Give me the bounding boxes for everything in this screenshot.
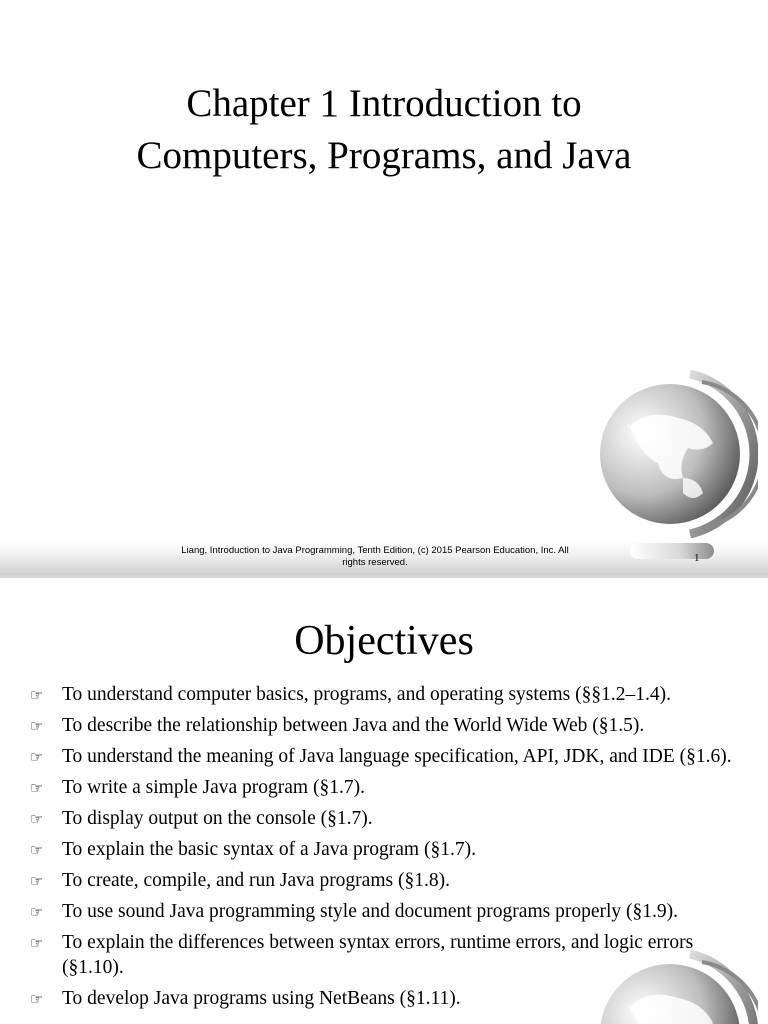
pointing-hand-icon: ☞	[30, 686, 44, 704]
list-item: ☞ To describe the relationship between Java and the World Wide Web (§1.5).	[30, 713, 750, 738]
list-item: ☞ To display output on the console (§1.7).	[30, 806, 750, 831]
copyright-footer	[150, 545, 600, 569]
list-item: ☞ To explain the basic syntax of a Java program (§1.7).	[30, 837, 750, 862]
slide-2	[0, 578, 768, 1024]
list-item: ☞ To create, compile, and run Java programs (§1.8).	[30, 868, 750, 893]
title-line-1: Chapter 1 Introduction to	[186, 82, 582, 125]
list-item: ☞ To understand the meaning of Java language specification, API, JDK, and IDE (§1.6).	[30, 744, 750, 769]
pointing-hand-icon: ☞	[30, 903, 44, 921]
title-line-2: Computers, Programs, and Java	[136, 134, 632, 177]
pointing-hand-icon: ☞	[30, 841, 44, 859]
list-item: ☞ To understand computer basics, programs, and operating systems (§§1.2–1.4).	[30, 682, 750, 707]
pointing-hand-icon: ☞	[30, 990, 44, 1008]
pointing-hand-icon: ☞	[30, 872, 44, 890]
pointing-hand-icon: ☞	[30, 810, 44, 828]
list-item: ☞ To develop Java programs using NetBeans (§1.11).	[30, 986, 750, 1011]
page-number: 1	[694, 552, 700, 564]
list-item: ☞ To explain the differences between syntax errors, runtime errors, and logic errors (§1.10).	[30, 932, 694, 978]
pointing-hand-icon: ☞	[30, 779, 44, 797]
list-item: ☞ To use sound Java programming style and document programs properly (§1.9).	[30, 899, 750, 924]
pointing-hand-icon: ☞	[30, 717, 44, 735]
footer-line-1: Liang, Introduction to Java Programming, Tenth Edition, (c) 2015 Pearson Education, Inc. All	[181, 545, 569, 556]
objectives-title: Objectives	[294, 618, 474, 664]
pointing-hand-icon: ☞	[30, 748, 44, 766]
page-number-pill	[630, 543, 714, 559]
globe-icon	[598, 368, 758, 538]
footer-line-2: rights reserved.	[342, 557, 408, 568]
list-item: ☞ To write a simple Java program (§1.7).	[30, 775, 750, 800]
slide-title	[0, 78, 768, 182]
objectives-list	[30, 682, 750, 1017]
pointing-hand-icon: ☞	[30, 934, 44, 952]
